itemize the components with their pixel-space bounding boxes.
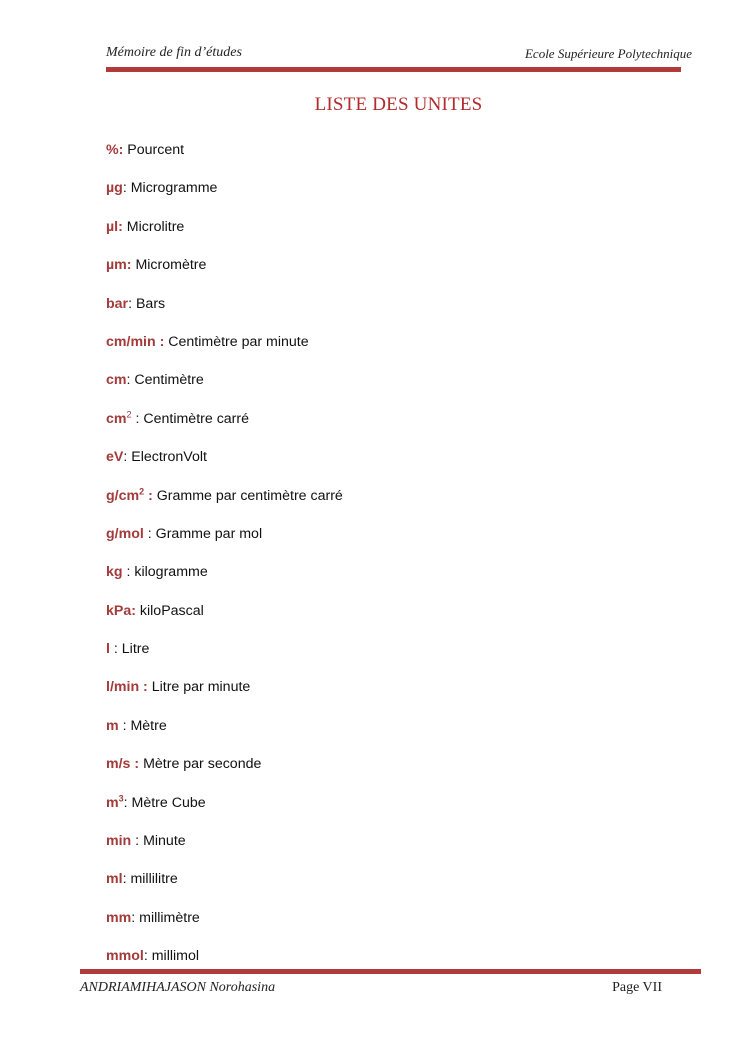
header-right-text: Ecole Supérieure Polytechnique <box>524 46 692 61</box>
unit-description: Minute <box>139 833 186 850</box>
unit-description: ElectronVolt <box>127 449 207 466</box>
unit-separator: : <box>126 372 131 389</box>
header-rule <box>106 67 681 72</box>
unit-symbol: µl: <box>106 218 123 235</box>
unit-item <box>106 411 343 449</box>
unit-description: kilogramme <box>130 564 208 581</box>
unit-separator: : <box>123 794 128 811</box>
unit-item <box>106 871 343 909</box>
unit-description: kiloPascal <box>135 602 204 619</box>
unit-item <box>106 449 343 487</box>
unit-symbol: mmol <box>106 948 144 965</box>
unit-item <box>106 564 343 602</box>
header-left-text: Mémoire de fin d’études <box>106 45 242 60</box>
unit-item <box>106 257 343 295</box>
unit-description: millilitre <box>126 871 178 888</box>
unit-separator: : <box>131 909 136 926</box>
unit-symbol: l/min : <box>106 679 148 696</box>
unit-item <box>106 792 343 833</box>
unit-symbol: m <box>106 794 119 811</box>
unit-symbol: cm <box>106 372 127 389</box>
unit-item <box>106 526 343 564</box>
unit-item <box>106 833 343 871</box>
footer-page-number: Page VII <box>612 980 662 995</box>
unit-item <box>106 372 343 410</box>
unit-symbol: l <box>106 641 110 658</box>
page-title: LISTE DES UNITES <box>314 94 483 115</box>
unit-description: Litre <box>117 641 150 658</box>
unit-item <box>106 910 343 948</box>
units-list <box>106 142 343 987</box>
unit-separator: : <box>144 487 153 504</box>
unit-item <box>106 142 343 180</box>
unit-description: Mètre <box>126 717 167 734</box>
unit-description: millimètre <box>135 909 200 926</box>
unit-description: Gramme par mol <box>151 525 263 542</box>
unit-symbol: ml <box>106 871 123 888</box>
unit-superscript: 2 <box>139 485 145 496</box>
unit-description: Centimètre carré <box>139 410 250 427</box>
unit-symbol: eV <box>106 449 124 466</box>
unit-superscript: 3 <box>118 792 124 803</box>
unit-description: millimol <box>147 948 200 965</box>
unit-description: Centimètre <box>130 372 204 389</box>
unit-description: Centimètre par minute <box>164 333 309 350</box>
unit-description: Microgramme <box>126 180 218 197</box>
unit-separator: : <box>122 871 127 888</box>
footer-author: ANDRIAMIHAJASON Norohasina <box>80 980 276 995</box>
unit-item <box>106 641 343 679</box>
unit-separator: : <box>122 180 127 197</box>
footer-rule <box>80 969 701 974</box>
unit-description: Mètre par seconde <box>139 756 262 773</box>
unit-item <box>106 756 343 794</box>
unit-description: Litre par minute <box>147 679 251 696</box>
unit-description: Micromètre <box>131 257 207 274</box>
unit-separator: : <box>118 142 124 158</box>
unit-item <box>106 603 343 641</box>
unit-separator: : <box>143 948 148 965</box>
unit-item <box>106 334 343 372</box>
unit-symbol: m <box>106 717 119 734</box>
unit-symbol: kPa: <box>106 602 136 619</box>
unit-symbol: bar <box>106 295 129 312</box>
unit-separator: : <box>109 641 118 658</box>
unit-symbol: cm <box>106 410 127 427</box>
unit-item <box>106 219 343 257</box>
unit-symbol: cm/min : <box>106 333 165 350</box>
unit-symbol: min <box>106 833 132 850</box>
unit-description: Microlitre <box>122 218 185 235</box>
unit-item <box>106 296 343 334</box>
unit-separator: : <box>122 564 131 581</box>
unit-separator: : <box>123 449 128 466</box>
unit-item <box>106 679 343 717</box>
unit-item <box>106 180 343 218</box>
unit-symbol: g/mol <box>106 525 144 542</box>
unit-separator: : <box>131 410 140 427</box>
unit-item <box>106 485 343 526</box>
unit-superscript: 2 <box>126 409 132 419</box>
unit-symbol: g/cm <box>106 487 140 504</box>
unit-separator: : <box>131 833 140 850</box>
unit-description: Pourcent <box>123 142 185 158</box>
unit-description: Gramme par centimètre carré <box>152 487 343 504</box>
unit-separator: : <box>128 295 133 312</box>
unit-symbol: kg <box>106 564 123 581</box>
unit-description: Mètre Cube <box>127 794 206 811</box>
unit-symbol: m/s : <box>106 756 140 773</box>
unit-item <box>106 718 343 756</box>
unit-symbol: µm: <box>106 257 132 274</box>
unit-separator: : <box>118 717 127 734</box>
unit-symbol: mm <box>106 909 132 926</box>
unit-description: Bars <box>132 295 166 312</box>
unit-symbol: % <box>106 142 119 158</box>
unit-separator: : <box>143 525 152 542</box>
unit-symbol: µg <box>106 180 123 197</box>
